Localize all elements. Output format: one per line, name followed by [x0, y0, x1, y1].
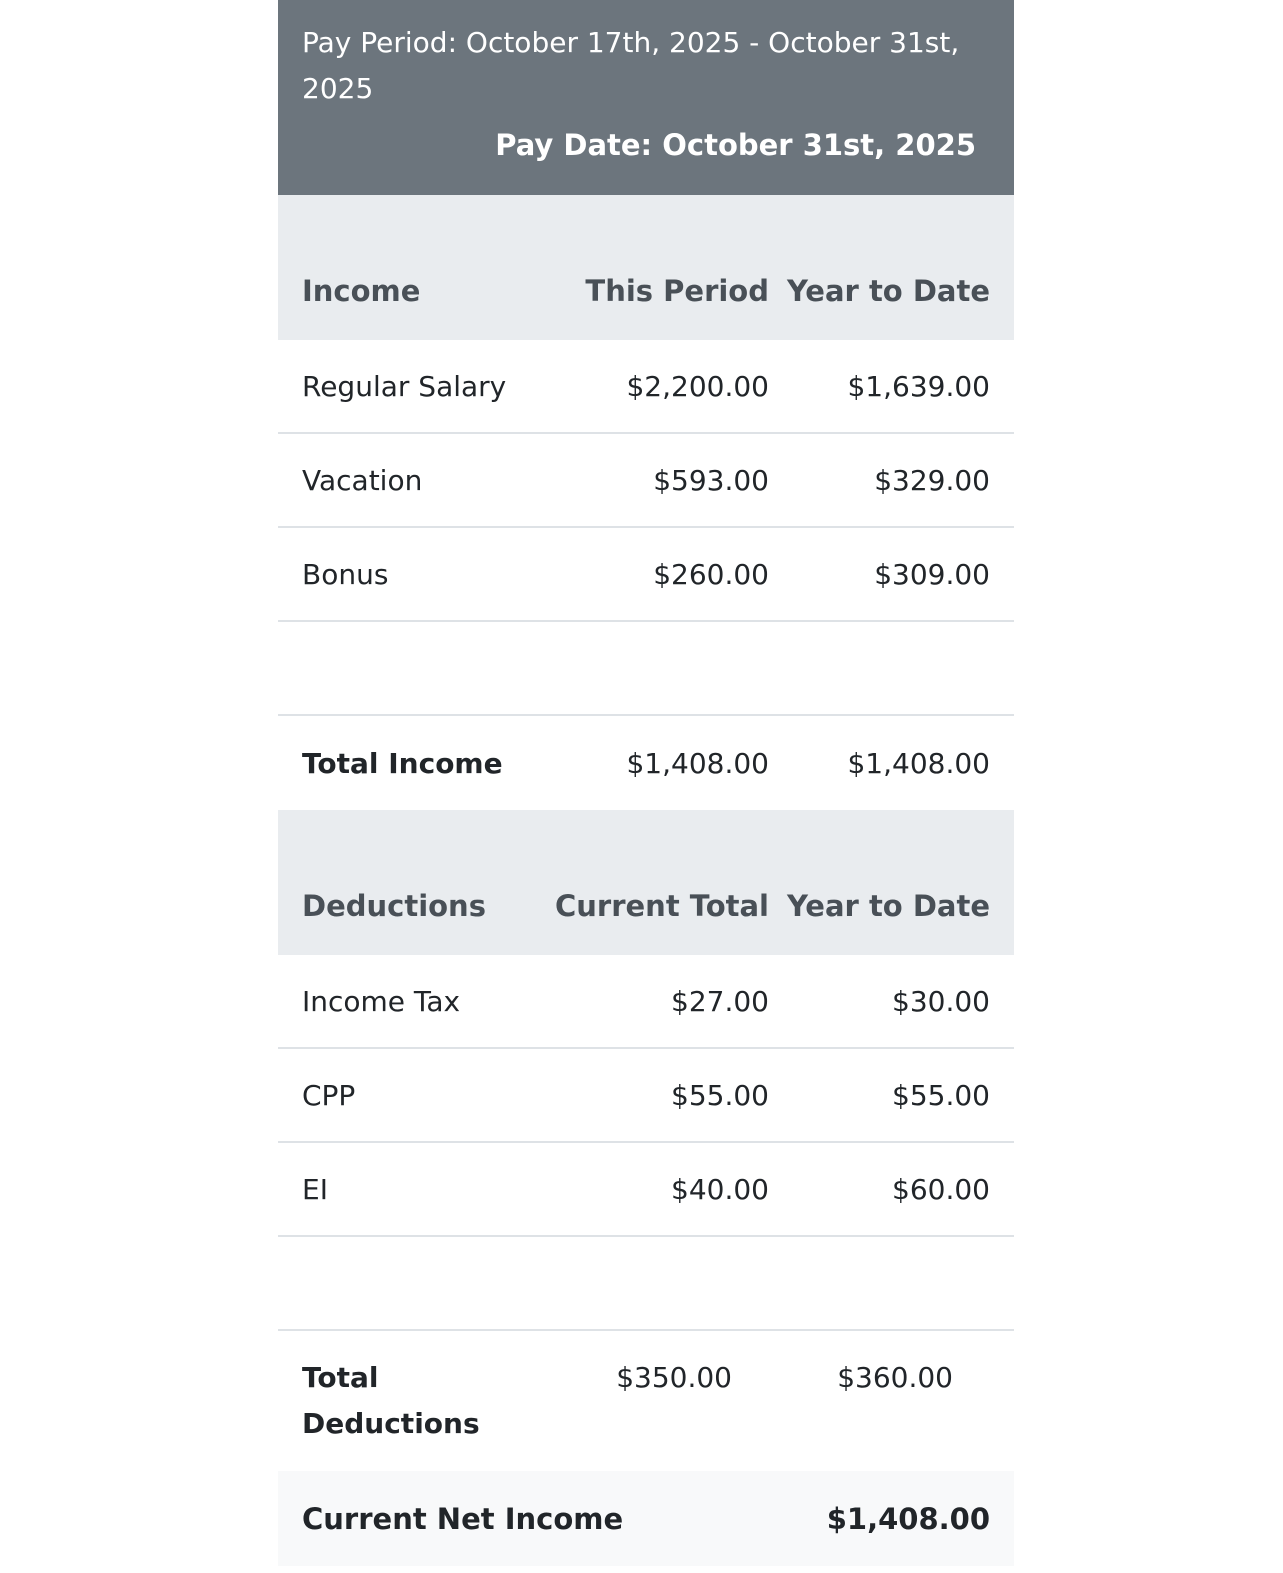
income-label: Bonus — [302, 557, 389, 591]
deductions-spacer-row — [278, 1237, 1014, 1331]
total-income-period: $1,408.00 — [626, 746, 769, 780]
deduction-row — [278, 1143, 1014, 1237]
income-row — [278, 528, 1014, 622]
income-column-header: Income — [302, 274, 421, 308]
income-period-amount: $260.00 — [653, 557, 769, 591]
income-ytd-amount: $309.00 — [874, 557, 990, 591]
total-income-ytd: $1,408.00 — [847, 746, 990, 780]
total-income-row — [278, 716, 1014, 810]
income-row — [278, 340, 1014, 434]
income-spacer-row — [278, 622, 1014, 716]
deduction-label: Income Tax — [302, 984, 461, 1018]
deduction-row — [278, 1049, 1014, 1143]
total-income-label: Total Income — [302, 746, 503, 780]
deductions-column-header: Deductions — [302, 889, 486, 923]
deductions-table-header — [278, 810, 1014, 955]
net-income-value: $1,408.00 — [826, 1501, 990, 1536]
deduction-ytd-amount: $60.00 — [892, 1172, 990, 1206]
income-label: Vacation — [302, 463, 423, 497]
income-ytd-column-header: Year to Date — [786, 274, 990, 308]
deduction-label: CPP — [302, 1078, 356, 1112]
income-table-header — [278, 195, 1014, 340]
pay-date: Pay Date: October 31st, 2025 — [495, 128, 976, 162]
deduction-period-amount: $27.00 — [671, 984, 769, 1018]
income-ytd-amount: $329.00 — [874, 463, 990, 497]
pay-stub — [278, 0, 1014, 1566]
total-deductions-period: $350.00 — [616, 1361, 732, 1394]
net-income-label: Current Net Income — [302, 1501, 624, 1536]
this-period-column-header: This Period — [585, 274, 769, 308]
income-ytd-amount: $1,639.00 — [847, 369, 990, 403]
net-income-row — [278, 1471, 1014, 1566]
current-total-column-header: Current Total — [554, 889, 769, 923]
deduction-row — [278, 955, 1014, 1049]
deduction-period-amount: $40.00 — [671, 1172, 769, 1206]
pay-period: Pay Period: October 17th, 2025 - October 31st, 2025 — [302, 26, 960, 105]
total-deductions-label: Total Deductions — [302, 1361, 480, 1440]
total-deductions-row — [278, 1331, 1014, 1471]
deduction-ytd-amount: $30.00 — [892, 984, 990, 1018]
deductions-ytd-column-header: Year to Date — [786, 889, 990, 923]
deduction-period-amount: $55.00 — [671, 1078, 769, 1112]
pay-stub-header — [278, 0, 1014, 195]
total-deductions-ytd: $360.00 — [837, 1361, 953, 1394]
deduction-ytd-amount: $55.00 — [892, 1078, 990, 1112]
income-row — [278, 434, 1014, 528]
income-period-amount: $2,200.00 — [626, 369, 769, 403]
deduction-label: EI — [302, 1172, 328, 1206]
income-period-amount: $593.00 — [653, 463, 769, 497]
income-label: Regular Salary — [302, 369, 507, 403]
